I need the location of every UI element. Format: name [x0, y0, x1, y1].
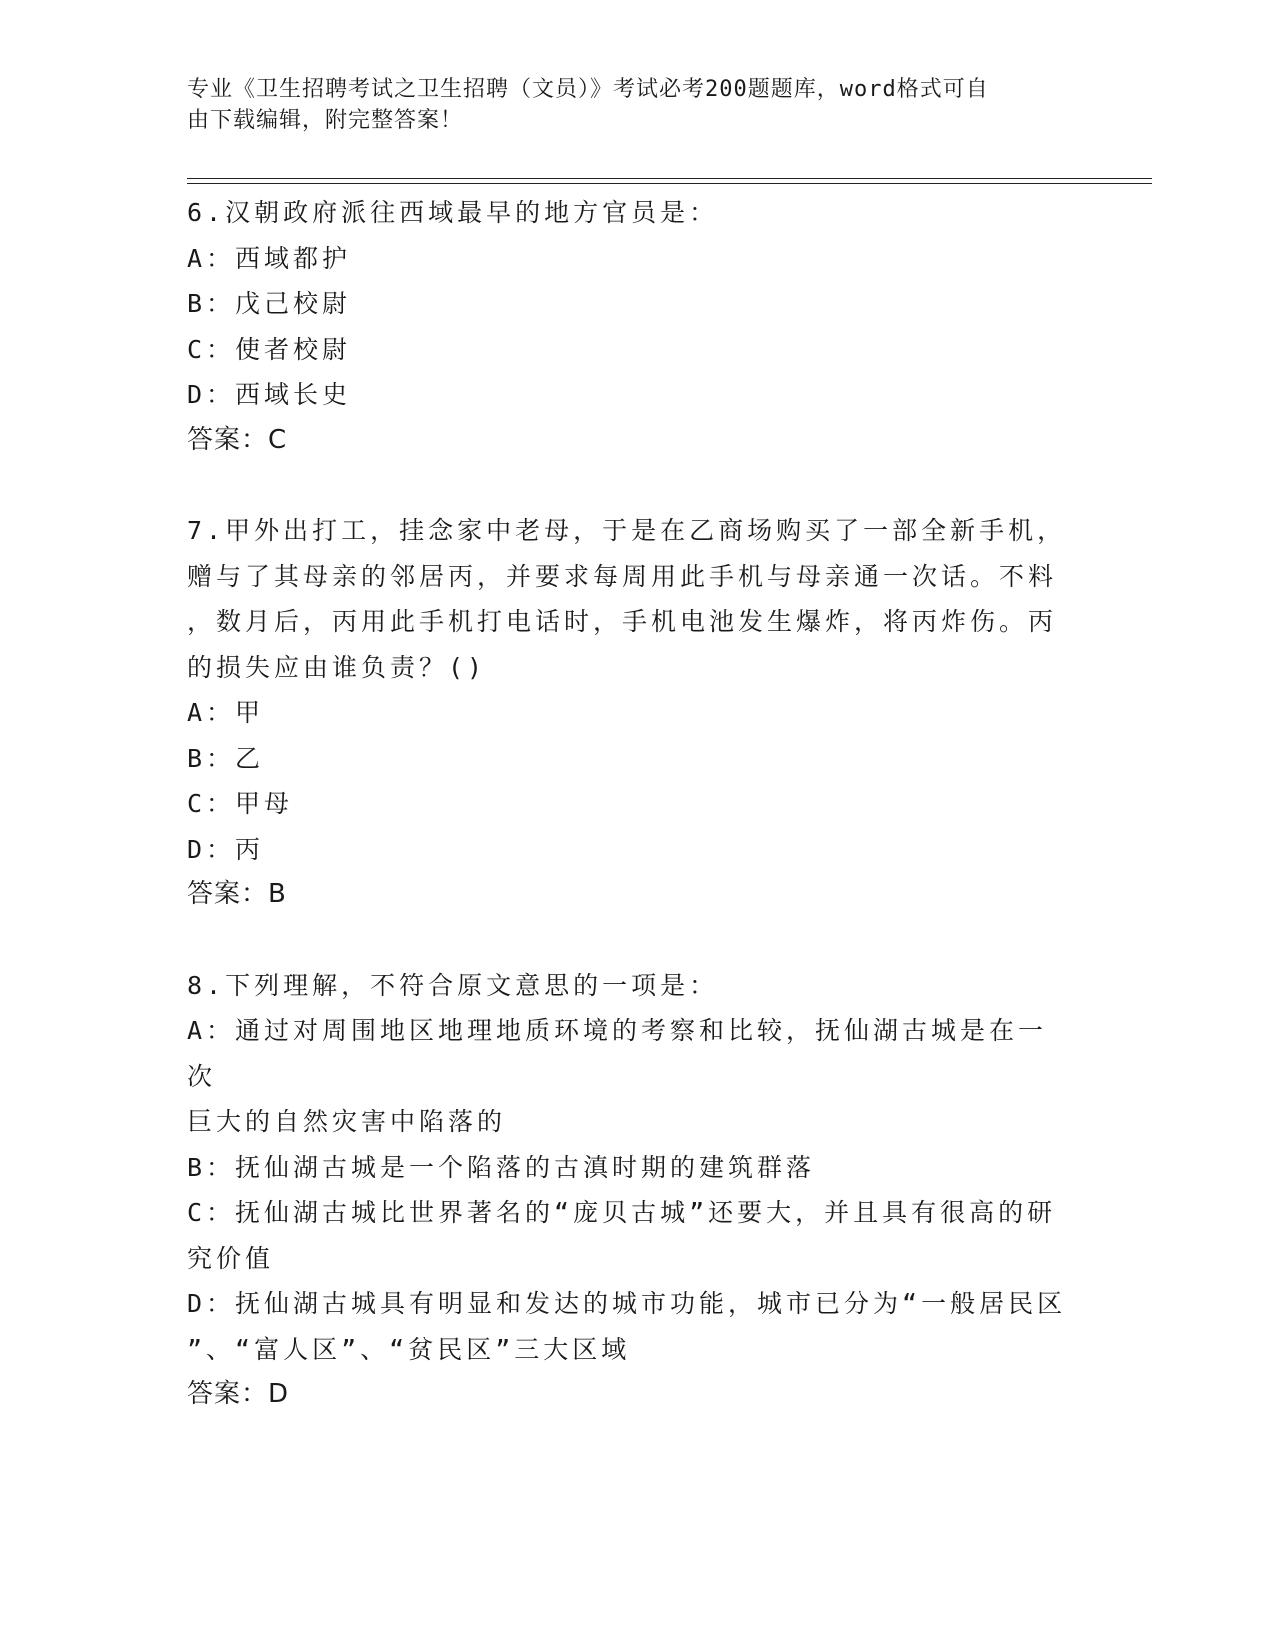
option-c: C：甲母 [187, 789, 294, 818]
option-a: A：西域都护 [187, 243, 352, 273]
question-stem: ，数月后，丙用此手机打电话时，手机电池发生爆炸，将丙炸伤。丙 [187, 607, 1058, 636]
question-stem: 8.下列理解，不符合原文意思的一项是： [187, 970, 719, 1000]
question-7 [187, 508, 1067, 918]
option-c: C：抚仙湖古城比世界著名的“庞贝古城”还要大，并且具有很高的研 [187, 1198, 1057, 1227]
header-line-2: 由下载编辑，附完整答案！ [187, 108, 464, 133]
option-d: D：西域长史 [187, 380, 352, 409]
answer-line: 答案：D [187, 1379, 290, 1409]
option-c-continued: 究价值 [187, 1243, 275, 1273]
header-divider-top [187, 178, 1152, 179]
option-d-continued: ”、“富人区”、“贫民区”三大区域 [187, 1334, 631, 1364]
document-header [187, 74, 1067, 136]
option-c: C：使者校尉 [187, 334, 352, 364]
option-a-continued: 巨大的自然灾害中陷落的 [187, 1107, 507, 1136]
question-list [187, 190, 1067, 1418]
header-line-1: 专业《卫生招聘考试之卫生招聘（文员）》考试必考200题题库，word格式可自 [187, 77, 989, 102]
question-6 [187, 190, 1067, 463]
option-a: A：通过对周围地区地理地质环境的考察和比较，抚仙湖古城是在一次 [187, 1016, 1048, 1091]
question-stem: 的损失应由谁负责？() [187, 652, 487, 682]
question-8 [187, 963, 1067, 1418]
option-a: A：甲 [187, 698, 265, 727]
option-b: B：戊己校尉 [187, 289, 352, 318]
question-stem: 赠与了其母亲的邻居丙，并要求每周用此手机与母亲通一次话。不料 [187, 561, 1058, 591]
option-b: B：抚仙湖古城是一个陷落的古滇时期的建筑群落 [187, 1152, 816, 1182]
question-stem: 7.甲外出打工，挂念家中老母，于是在乙商场购买了一部全新手机， [187, 516, 1067, 545]
option-b: B：乙 [187, 743, 265, 773]
spacer [187, 918, 1067, 963]
option-d: D：丙 [187, 834, 265, 864]
spacer [187, 463, 1067, 508]
option-d: D：抚仙湖古城具有明显和发达的城市功能，城市已分为“一般居民区 [187, 1289, 1067, 1318]
question-stem: 6.汉朝政府派往西域最早的地方官员是： [187, 198, 719, 227]
answer-line: 答案：B [187, 879, 287, 909]
header-divider-bottom [187, 183, 1152, 184]
answer-line: 答案：C [187, 424, 288, 455]
